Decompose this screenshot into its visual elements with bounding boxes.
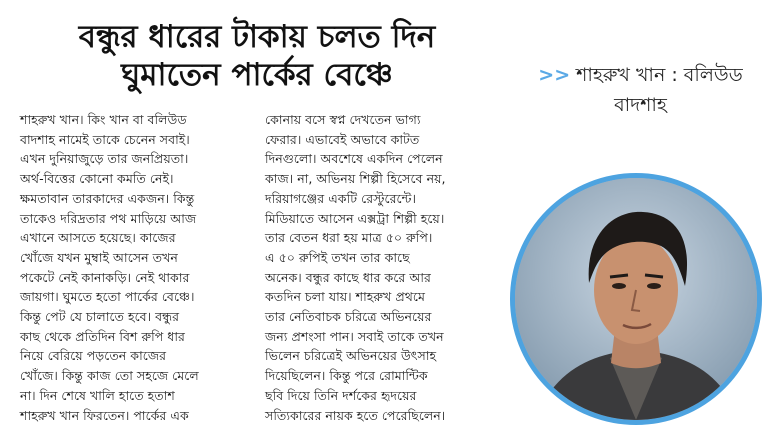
article-line: ছবি দিয়ে তিনি দর্শকের হৃদয়ের	[265, 387, 417, 403]
article-line: দরিয়াগঞ্জের একটি রেস্টুরেন্টে।	[265, 190, 417, 206]
article-line: শাহরুখ খান। কিং খান বা বলিউড	[20, 112, 187, 127]
article-line: এখন দুনিয়াজুড়ে তার জনপ্রিয়তা।	[20, 151, 189, 167]
article-line: ক্ষমতাবান তারকাদের একজন। কিন্তু	[20, 190, 195, 206]
article-column-left	[20, 110, 256, 425]
article-line: জায়গা। ঘুমতে হতো পার্কের বেঞ্চে।	[20, 289, 195, 305]
article-line: ভিলেন চরিত্রেই অভিনয়ের উৎসাহ	[265, 348, 437, 364]
article-line: এ ৫০ রুপিই তখন তার কাছে	[265, 249, 410, 265]
article-line: কতদিন চলা যায়। শাহরুখ প্রথমে	[265, 289, 425, 305]
article-line: তাকেও দরিদ্রতার পথ মাড়িয়ে আজ	[20, 210, 197, 226]
article-line: অনেক। বন্ধুর কাছে ধার করে আর	[265, 269, 431, 285]
headline-line-1: বন্ধুর ধারের টাকায় চলত দিন	[78, 19, 436, 55]
article-line: পকেটে নেই কানাকড়ি। নেই থাকার	[20, 269, 190, 285]
double-chevron-right-icon: >>	[538, 64, 571, 86]
article-line: বাদশাহ নামেই তাকে চেনেন সবাই।	[20, 131, 190, 147]
article-line: মিডিয়াতে আসেন এক্সট্রা শিল্পী হয়ে।	[265, 210, 445, 226]
article-line: দিনগুলো। অবশেষে একদিন পেলেন	[265, 151, 443, 167]
article-line: জন্য প্রশংসা পান। সবাই তাকে তখন	[265, 328, 444, 344]
article-line: কাছ থেকে প্রতিদিন বিশ রুপি ধার	[20, 328, 185, 344]
side-caption-line-1: শাহরুখ খান : বলিউড	[576, 64, 743, 86]
article-line: নিয়ে বেরিয়ে পড়তেন কাজের	[20, 348, 167, 364]
side-caption-line-2: বাদশাহ	[614, 94, 667, 116]
portrait-illustration	[515, 178, 757, 420]
article-line: খোঁজে। কিন্তু কাজ তো সহজে মেলে	[20, 368, 199, 384]
article-line: কোনায় বসে স্বপ্ন দেখতেন ভাগ্য	[265, 112, 421, 127]
article-line: কাজ। না, অভিনয় শিল্পী হিসেবে নয়,	[265, 171, 446, 187]
article-line: না। দিন শেষে খালি হাতে হতাশ	[20, 387, 175, 403]
article-line: খোঁজে যখন মুম্বাই আসেন তখন	[20, 249, 178, 265]
article-line: ফেরার। এভাবেই অভাবে কাটত	[265, 131, 420, 147]
article-line: তার নেতিবাচক চরিত্রে অভিনয়ের	[265, 309, 432, 325]
portrait-photo	[510, 173, 762, 425]
article-line: কিন্তু পেট যে চালাতে হবে। বন্ধুর	[20, 309, 180, 325]
article-line: দিয়েছিলেন। কিন্তু পরে রোমান্টিক	[265, 368, 428, 384]
headline-line-2: ঘুমাতেন পার্কের বেঞ্চে	[121, 57, 393, 93]
article-line: তার বেতন ধরা হয় মাত্র ৫০ রুপি।	[265, 230, 433, 246]
article-line: শাহরুখ খান ফিরতেন। পার্কের এক	[20, 407, 189, 423]
side-caption	[513, 60, 768, 120]
article-line: এখানে আসতে হয়েছে। কাজের	[20, 230, 176, 246]
article-line: সত্যিকারের নায়ক হতে পেরেছিলেন।	[265, 407, 446, 423]
article-column-right	[265, 110, 510, 425]
headline	[22, 18, 492, 94]
article-line: অর্থ-বিত্তের কোনো কমতি নেই।	[20, 171, 174, 187]
